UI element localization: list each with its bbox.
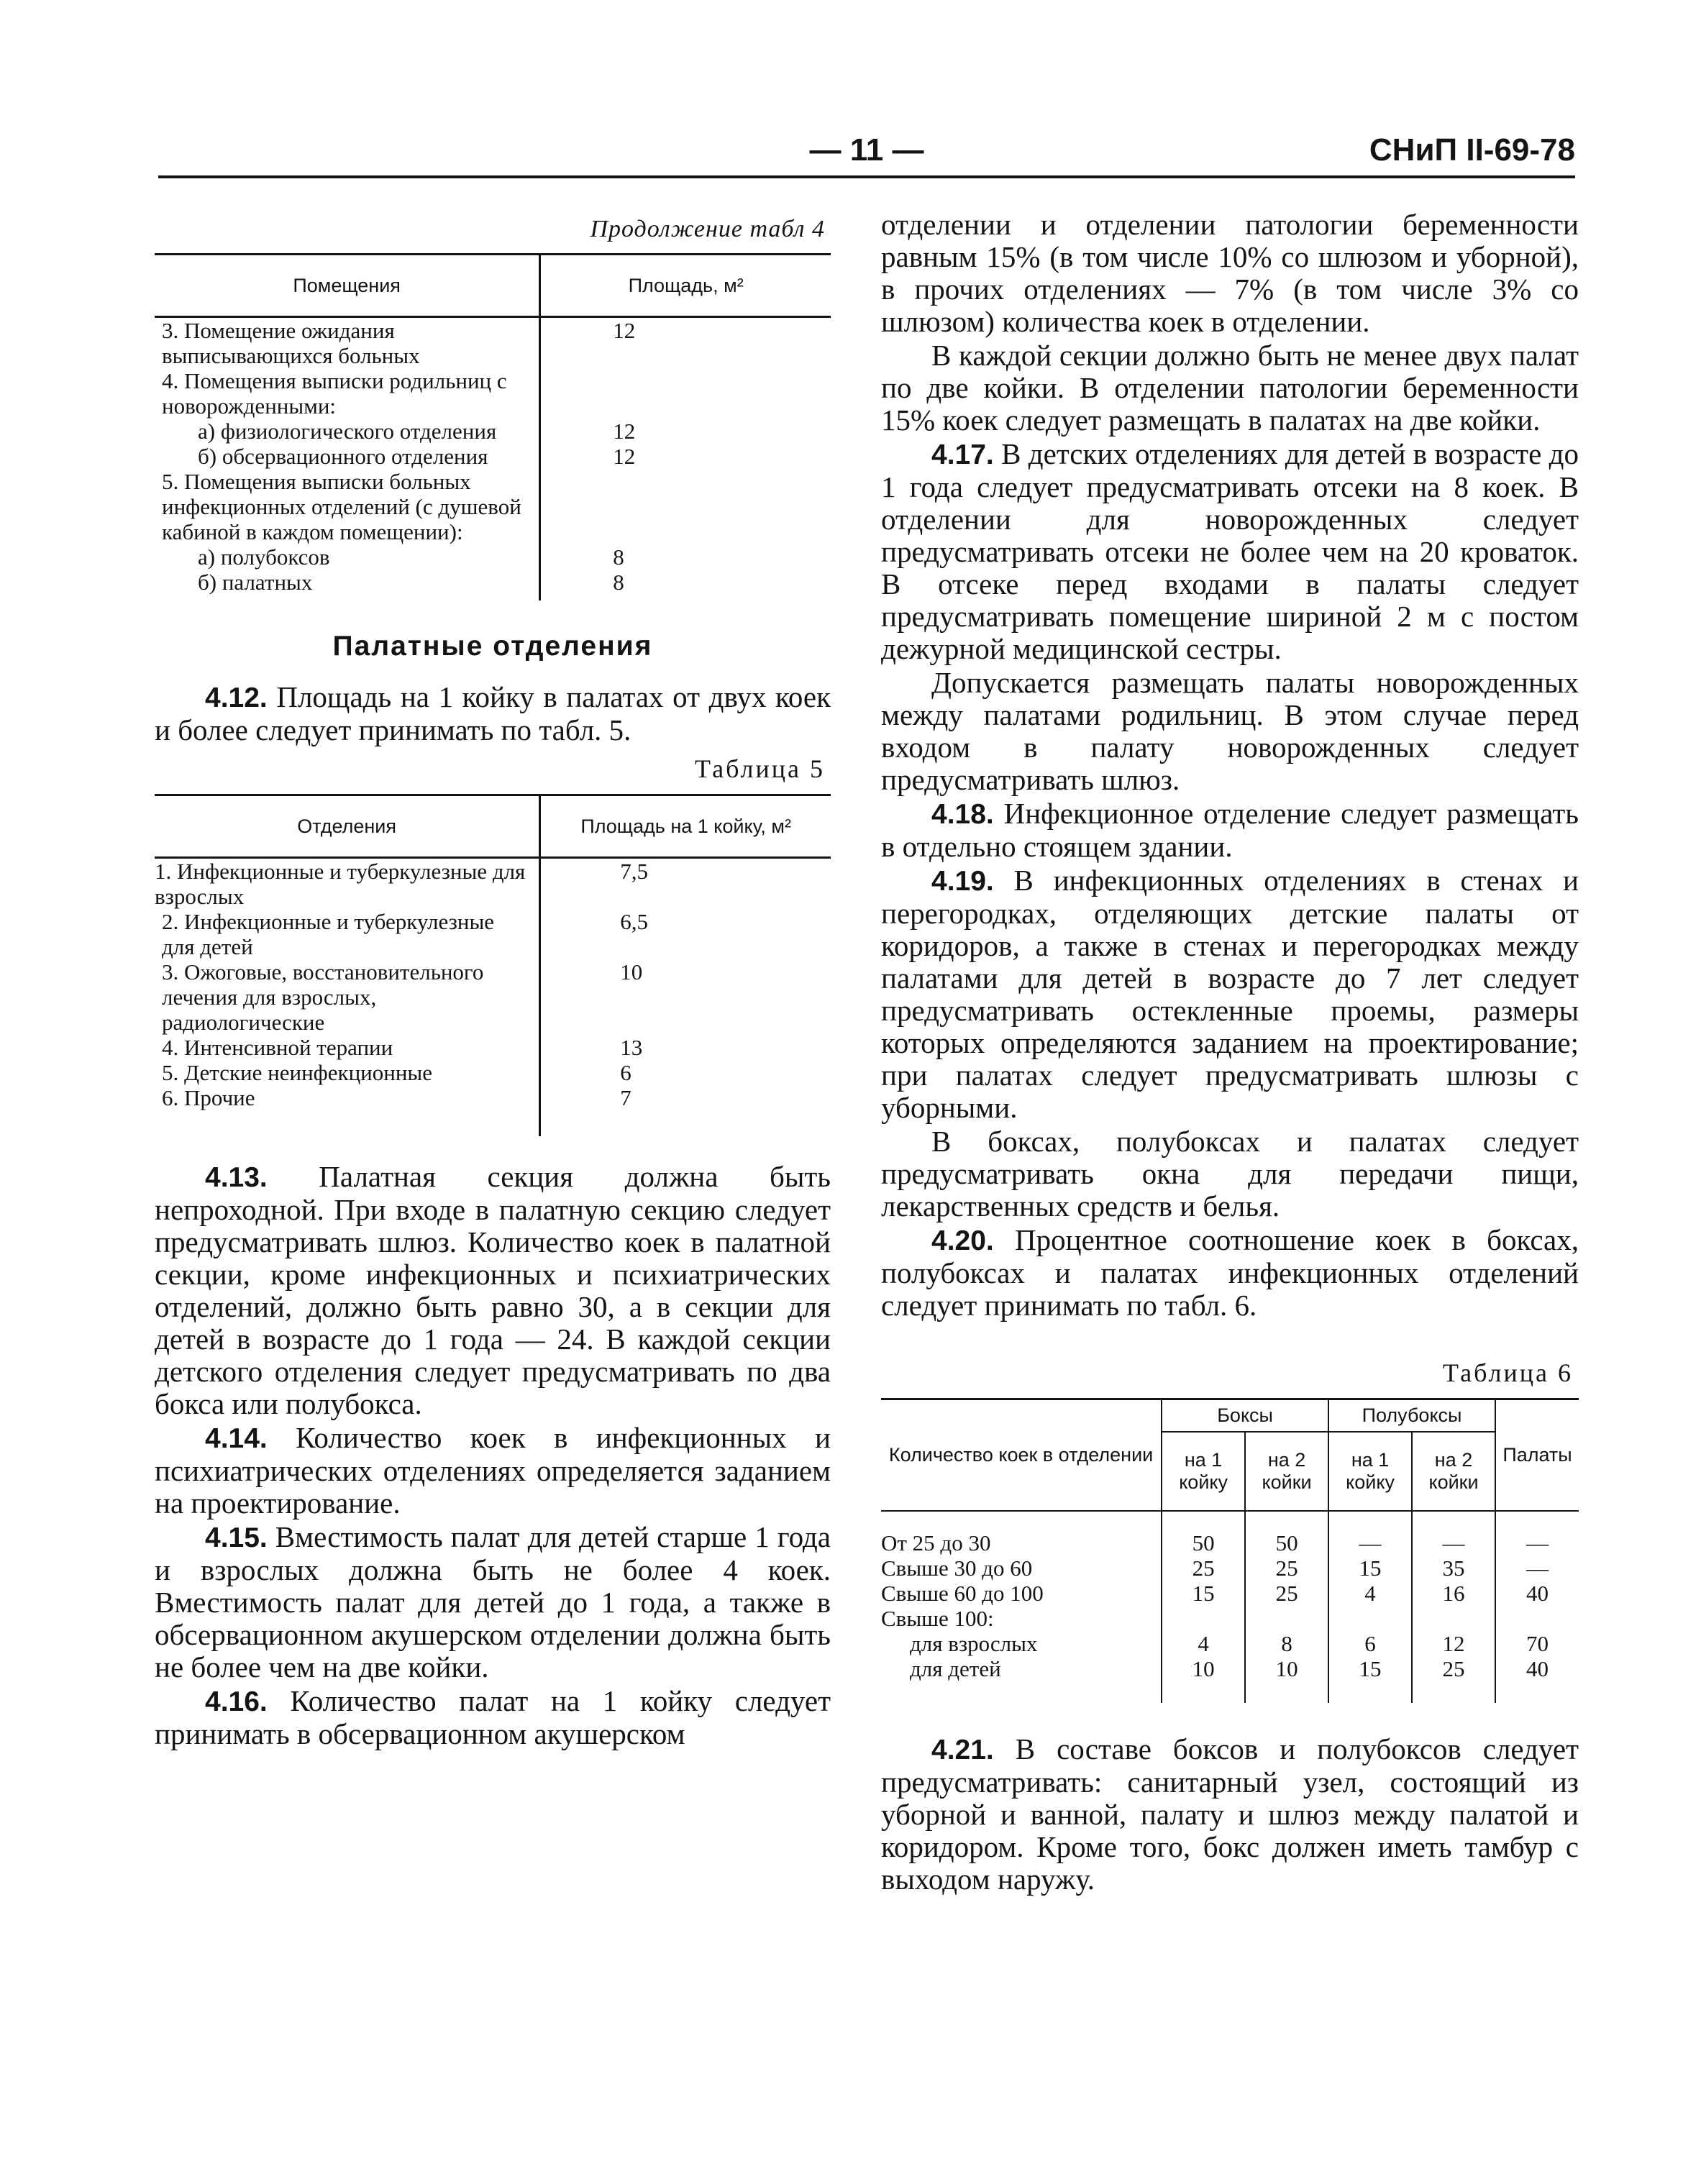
row-value: 6 — [620, 1060, 631, 1085]
cell-semi-1: — — [1328, 1511, 1412, 1555]
row-label: 3. Помещение ожидания выписывающихся больных — [155, 317, 540, 369]
row-label: для детей — [910, 1656, 1001, 1681]
paragraph-text: Количество коек в инфекционных и психиатрических отделениях определяется заданием на проектирование. — [155, 1421, 831, 1520]
cell-wards: 40 — [1495, 1581, 1579, 1606]
table-row — [155, 858, 831, 910]
table-row — [155, 469, 831, 544]
paragraph-text: Палатная секция должна быть непроходной. При входе в палатную секцию следует предусматривать шлюз. Количество коек в палатной секции, кроме инфекционных и психиатрических отделений, должно быть равно 30, а в секции для детей в возрасте до 1 года — 24. В каждой секции детского отделения следует предусматривать по два бокса или полубокса. — [155, 1160, 831, 1420]
paragraph-number: 4.19. — [931, 866, 994, 897]
paragraph-4-12 — [155, 681, 831, 746]
paragraph-text: Вместимость палат для детей старше 1 года и взрослых должна быть не более 4 коек. Вместимость палат для детей до 1 года, а также в обсервационном акушерском отделении должна быть не более чем на две койки. — [155, 1520, 831, 1683]
table6-sub-1-bed: на 1 койку — [1328, 1432, 1412, 1511]
paragraph-text: Площадь на 1 койку в палатах от двух коек и более следует принимать по табл. 5. — [155, 680, 831, 746]
row-label: 4. Интенсивной терапии — [155, 1035, 540, 1060]
paragraph-4-19-b: В боксах, полубоксах и палатах следует предусматривать окна для передачи пищи, лекарственных средств и белья. — [881, 1125, 1579, 1223]
table6-caption: Таблица 6 — [1443, 1358, 1573, 1387]
document-code: СНиП II-69-78 — [1369, 132, 1575, 168]
table-row — [155, 1060, 831, 1085]
row-value: 12 — [613, 444, 636, 469]
paragraph-text: В составе боксов и полубоксов следует предусматривать: санитарный узел, состоящий из уборной и ванной, палату и шлюз между палатой и коридором. Кроме того, бокс должен иметь тамбур с выходом наружу. — [881, 1732, 1579, 1896]
row-label: б) обсервационного отделения — [155, 444, 540, 469]
paragraph-4-20 — [881, 1224, 1579, 1322]
cell-wards: 70 — [1495, 1631, 1579, 1656]
paragraph-text: Инфекционное отделение следует размещать в отдельно стоящем здании. — [881, 797, 1579, 863]
paragraph-number: 4.18. — [931, 799, 994, 830]
table-row — [155, 570, 831, 600]
row-label: 1. Инфекционные и туберкулезные для взрослых — [155, 858, 540, 910]
table-6 — [881, 1398, 1579, 1703]
page-number: — 11 — — [809, 132, 924, 168]
table-row — [155, 959, 831, 1035]
paragraph-number: 4.14. — [205, 1423, 268, 1454]
table-row — [881, 1511, 1579, 1555]
left-column — [155, 209, 831, 1750]
paragraph-number: 4.15. — [205, 1522, 268, 1553]
table-row — [155, 1085, 831, 1136]
table6-group-semi-boxes: Полубоксы — [1328, 1399, 1495, 1433]
table6-col-wards: Палаты — [1495, 1399, 1579, 1512]
cell-boxes-2: 25 — [1245, 1555, 1328, 1581]
row-value: 6,5 — [620, 909, 649, 934]
cell-wards: — — [1495, 1555, 1579, 1581]
table-row — [155, 419, 831, 444]
cell-boxes-1: 15 — [1162, 1581, 1245, 1606]
table-row — [155, 544, 831, 570]
paragraph-4-21 — [881, 1733, 1579, 1896]
cell-semi-2: 12 — [1412, 1631, 1495, 1656]
row-label: б) палатных — [155, 570, 540, 600]
table-row — [881, 1581, 1579, 1606]
paragraph-number: 4.13. — [205, 1162, 268, 1193]
row-label: Свыше 30 до 60 — [881, 1555, 1033, 1581]
cell-boxes-2: 50 — [1245, 1511, 1328, 1555]
row-value — [540, 469, 831, 544]
table6-group-boxes: Боксы — [1162, 1399, 1328, 1433]
paragraph-number: 4.17. — [931, 439, 994, 470]
row-value: 12 — [613, 419, 636, 444]
row-label: Свыше 60 до 100 — [881, 1581, 1044, 1606]
paragraph-text: В инфекционных отделениях в стенах и перегородках, отделяющих детские палаты от коридоров, а также в стенах и перегородках между палатами для детей в возрасте до 7 лет следует предусматривать остекленные проемы, размеры которых определяются заданием на проектирование; при палатах следует предусматривать шлюзы с уборными. — [881, 864, 1579, 1124]
row-label: для взрослых — [910, 1631, 1038, 1656]
row-value: 7 — [620, 1085, 631, 1110]
cell-semi-2: 16 — [1412, 1581, 1495, 1606]
cell-boxes-2: 25 — [1245, 1581, 1328, 1606]
row-value: 8 — [613, 544, 624, 570]
cell-boxes-2: 10 — [1245, 1656, 1328, 1703]
row-label: а) физиологического отделения — [155, 419, 540, 444]
paragraph-text: В детских отделениях для детей в возрасте до 1 года следует предусматривать отсеки на 8 коек. В отделении для новорожденных следует предусматривать отсеки не более чем на 20 кроваток. В отсеке перед входами в палаты следует предусматривать помещение шириной 2 м с постом дежурной медицинской сестры. — [881, 437, 1579, 665]
table4-col-area: Площадь, м² — [628, 274, 744, 296]
paragraph-4-18 — [881, 798, 1579, 863]
paragraph-text: Количество палат на 1 койку следует принимать в обсервационном акушерском — [155, 1684, 831, 1750]
table-row — [155, 1035, 831, 1060]
table-row — [155, 444, 831, 469]
row-label: 3. Ожоговые, восстановительного лечения для взрослых, радиологические — [155, 959, 540, 1035]
cell-boxes-2: 8 — [1245, 1631, 1328, 1656]
row-value: 10 — [620, 959, 643, 984]
row-value — [540, 368, 831, 419]
row-label: Свыше 100: — [881, 1606, 994, 1631]
cell-wards — [1495, 1606, 1579, 1631]
paragraph-text: Процентное соотношение коек в боксах, полубоксах и палатах инфекционных отделений следует принимать по табл. 6. — [881, 1223, 1579, 1322]
row-value: 13 — [620, 1035, 643, 1060]
cell-semi-1: 4 — [1328, 1581, 1412, 1606]
section-heading: Палатные отделения — [332, 631, 653, 662]
table5-caption: Таблица 5 — [695, 754, 825, 783]
paragraph-number: 4.21. — [931, 1735, 994, 1765]
paragraph-number: 4.12. — [205, 682, 268, 713]
table6-sub-2-beds: на 2 койки — [1245, 1432, 1328, 1511]
row-value: 7,5 — [620, 859, 649, 884]
table4-col-rooms: Помещения — [155, 255, 540, 317]
cell-boxes-1: 50 — [1162, 1511, 1245, 1555]
row-label: 5. Детские неинфекционные — [155, 1060, 540, 1085]
paragraph-4-14 — [155, 1422, 831, 1520]
cell-wards: — — [1495, 1511, 1579, 1555]
cell-wards: 40 — [1495, 1656, 1579, 1703]
cell-semi-1: 6 — [1328, 1631, 1412, 1656]
paragraph-4-19 — [881, 864, 1579, 1124]
page-header — [158, 129, 1575, 174]
cell-semi-2: 25 — [1412, 1656, 1495, 1703]
cell-semi-2: 35 — [1412, 1555, 1495, 1581]
row-label: 2. Инфекционные и туберкулезные для детей — [155, 909, 540, 959]
row-value: 12 — [613, 318, 636, 343]
cell-semi-2: — — [1412, 1511, 1495, 1555]
cell-boxes-1: 4 — [1162, 1631, 1245, 1656]
table6-col-bed-count: Количество коек в отделении — [881, 1399, 1162, 1512]
row-label: От 25 до 30 — [881, 1530, 991, 1555]
table-row — [155, 317, 831, 369]
cell-boxes-1: 10 — [1162, 1656, 1245, 1703]
table6-sub-2-beds: на 2 койки — [1412, 1432, 1495, 1511]
table-row — [881, 1656, 1579, 1703]
paragraph-4-16-continued: отделении и отделении патологии беременности равным 15% (в том числе 10% со шлюзом и уборной), в прочих отделениях — 7% (в том числе 3% со шлюзом) количества коек в отделении. — [881, 208, 1579, 338]
table-row — [155, 368, 831, 419]
header-rule — [158, 175, 1575, 178]
table5-col-area-per-bed: Площадь на 1 койку, м² — [580, 815, 791, 837]
paragraph-4-15 — [155, 1521, 831, 1683]
row-label: 5. Помещения выписки больных инфекционных отделений (с душевой кабиной в каждом помещении): — [155, 469, 540, 544]
table-row — [881, 1555, 1579, 1581]
paragraph-number: 4.16. — [205, 1686, 268, 1717]
cell-semi-1 — [1328, 1606, 1412, 1631]
table6-sub-1-bed: на 1 койку — [1162, 1432, 1245, 1511]
paragraph-4-13 — [155, 1161, 831, 1420]
row-label: а) полубоксов — [155, 544, 540, 570]
paragraph-4-16 — [155, 1685, 831, 1750]
table-row — [881, 1631, 1579, 1656]
cell-boxes-1 — [1162, 1606, 1245, 1631]
cell-semi-1: 15 — [1328, 1555, 1412, 1581]
cell-semi-2 — [1412, 1606, 1495, 1631]
cell-boxes-2 — [1245, 1606, 1328, 1631]
paragraph-4-17 — [881, 438, 1579, 665]
table-row — [881, 1606, 1579, 1631]
row-label: 6. Прочие — [155, 1085, 540, 1136]
row-value: 8 — [613, 570, 624, 595]
paragraph-number: 4.20. — [931, 1225, 994, 1256]
table-5 — [155, 794, 831, 1136]
table5-col-department: Отделения — [155, 795, 540, 858]
right-column — [881, 209, 1579, 1896]
paragraph-4-16-b: В каждой секции должно быть не менее двух палат по две койки. В отделении патологии беременности 15% коек следует размещать в палатах на две койки. — [881, 339, 1579, 437]
paragraph-4-17-b: Допускается размещать палаты новорожденных между палатами родильниц. В этом случае перед входом в палату новорожденных следует предусматривать шлюз. — [881, 666, 1579, 796]
row-label: 4. Помещения выписки родильниц с новорожденными: — [155, 368, 540, 419]
cell-semi-1: 15 — [1328, 1656, 1412, 1703]
table-row — [155, 909, 831, 959]
table-4 — [155, 253, 831, 600]
table4-caption: Продолжение табл 4 — [590, 216, 825, 242]
cell-boxes-1: 25 — [1162, 1555, 1245, 1581]
